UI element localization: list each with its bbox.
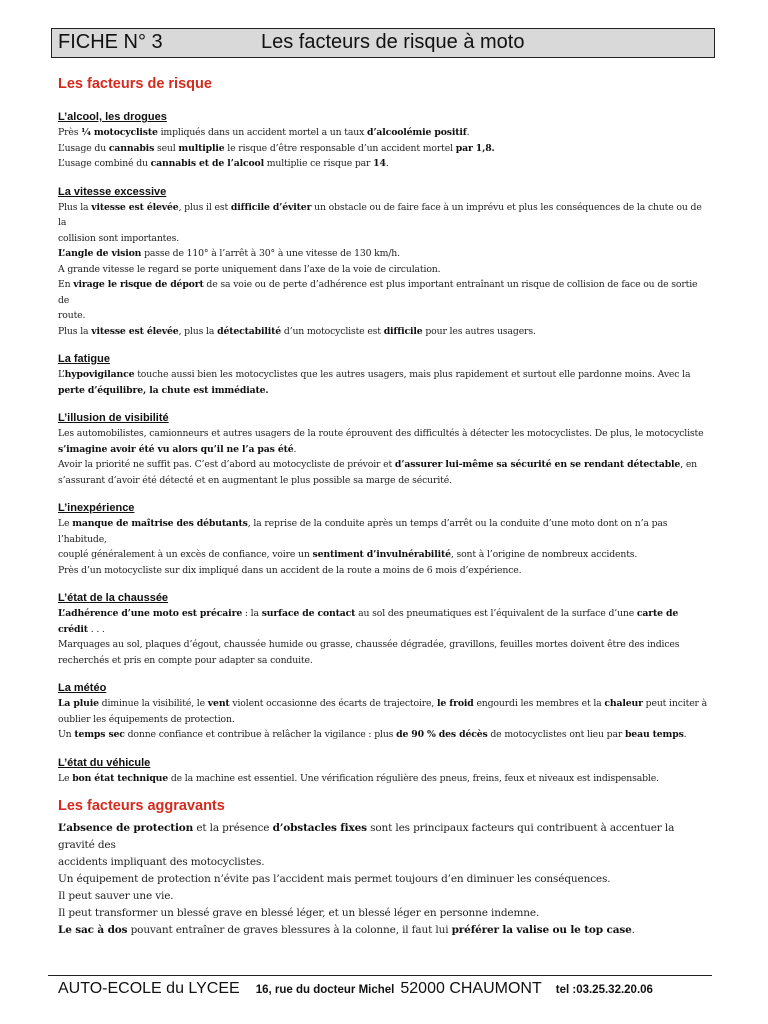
paragraph [58,367,710,398]
school-city: 52000 CHAUMONT [400,980,542,997]
school-phone: tel :03.25.32.20.06 [555,984,653,996]
subsection-speed [58,185,710,340]
emphasis-text: Le sac à dos [58,924,128,936]
text-run: seul [154,142,179,154]
text-line [58,457,710,473]
footer [58,980,653,998]
subsection-vehicle [58,756,710,787]
text-run: , sont à l’origine de nombreux accidents. [450,549,638,560]
section-aggravating-factors [58,796,710,939]
emphasis-text: s’imagine avoir été vu alors qu’il ne l’a pas été [58,443,294,455]
text-run: accidents impliquant des motocyclistes. [58,856,265,868]
subsection-weather [58,681,710,743]
text-run: peut inciter à [642,698,708,709]
emphasis-text: vitesse est élevée [91,201,179,213]
text-run: , plus la [178,325,218,337]
text-run: au sol des pneumatiques est l’équivalent de la surface d’une [355,608,637,619]
subsection-title: La fatigue [58,353,110,365]
emphasis-text: multiplie [178,142,225,154]
emphasis-text: 14 [373,158,386,169]
text-run: Plus la [58,325,92,337]
emphasis-text: difficile d’éviter [230,201,312,213]
emphasis-text: carte de crédit [58,608,679,635]
text-run: le risque d’être responsable d’un accident mortel [224,142,456,154]
emphasis-text: d’alcoolémie positif [366,127,467,138]
subsection-alcohol [58,110,710,172]
text-run: passe de 110° à l’arrêt à 30° à une vitesse de 130 km/h. [141,248,400,259]
text-line [58,383,710,399]
text-run: pour les autres usagers. [422,325,536,337]
section-risk-factors [58,74,710,786]
emphasis-text: La pluie [58,698,99,709]
text-run: Les automobilistes, camionneurs et autres usagers de la route éprouvent des difficultés à détecter les motocyclistes. De plus, le motocycliste [58,428,704,439]
text-run: diminue la visibilité, le [98,698,208,709]
text-line [58,854,710,871]
text-line [58,246,710,262]
text-run: et la présence [193,822,273,834]
text-run: Le [58,772,73,784]
text-run: Avoir la priorité ne suffit pas. C’est d’abord au motocycliste de prévoir et [58,459,395,470]
text-run: Près [58,127,82,138]
subsection-title: L’état du véhicule [58,756,151,769]
fiche-number: FICHE N° 3 [58,31,163,53]
subsection-fatigue [58,352,710,398]
text-run: sont les principaux facteurs qui contribuent à accentuer la gravité des [58,822,675,851]
school-name: AUTO-ECOLE du LYCEE [58,980,240,997]
emphasis-text: vent [207,698,230,709]
text-line [58,696,710,712]
paragraph [58,696,710,743]
school-address: 16, rue du docteur Michel [255,984,395,996]
text-run: Il peut sauver une vie. [58,890,174,902]
emphasis-text: temps sec [74,729,125,740]
text-line [58,324,710,340]
paragraph [58,125,710,172]
emphasis-text: chaleur [604,698,643,709]
subsection-title: L’alcool, les drogues [58,111,167,123]
emphasis-text: manque de maîtrise des débutants [72,518,248,529]
subsection-title: L’illusion de visibilité [58,412,169,424]
emphasis-text: bon état technique [72,772,169,784]
text-run: . [293,443,297,455]
emphasis-text: L’absence de protection [58,822,194,834]
emphasis-text: vitesse est élevée [91,325,179,337]
text-run: Marquages au sol, plaques d’égout, chaussée humide ou grasse, chaussée dégradée, gravillons, feuilles mortes doivent être des indices [58,639,680,650]
text-line [58,922,710,939]
text-run: Le [58,518,73,529]
text-line [58,156,710,172]
footer-divider [48,975,712,976]
text-line [58,727,710,743]
text-run: . . . [87,623,105,635]
emphasis-text: ¼ motocycliste [81,127,158,138]
text-run: multiplie ce risque par [263,158,374,169]
text-run: L’usage combiné du [58,158,151,169]
paragraph [58,426,710,488]
text-run: , en [680,459,698,470]
text-run: Un équipement de protection n’évite pas l’accident mais permet toujours d’en diminuer les conséquences. [58,873,611,885]
text-line [58,637,710,653]
text-run: , plus il est [178,201,231,213]
emphasis-text: d’obstacles fixes [272,822,367,834]
text-run: donne confiance et contribue à relâcher la vigilance : plus [124,729,397,740]
text-line [58,367,710,383]
text-run: impliqués dans un accident mortel a un taux [157,127,367,138]
text-run: de motocyclistes ont lieu par [487,729,625,740]
text-run: violent occasionne des écarts de trajectoire, [229,698,438,709]
text-line [58,473,710,489]
text-run: collision sont importantes. [58,232,180,244]
text-line [58,308,710,324]
text-line [58,277,710,308]
text-run: recherchés et pris en compte pour adapter sa conduite. [58,654,313,666]
text-run: pouvant entraîner de graves blessures à la colonne, il faut lui [127,924,452,936]
text-run: de la machine est essentiel. Une vérification régulière des pneus, freins, feux et niveaux est indispensable. [168,772,659,784]
text-line [58,442,710,458]
text-line [58,547,710,563]
text-run: Près d’un motocycliste sur dix impliqué dans un accident de la route a moins de 6 mois d’expérience. [58,564,522,576]
text-line [58,871,710,888]
page-title: Les facteurs de risque à moto [261,31,525,53]
section-title: Les facteurs de risque [58,76,212,92]
emphasis-text: surface de contact [261,608,356,619]
text-run: couplé généralement à un excès de confiance, voire un [58,549,313,560]
text-run: oublier les équipements de protection. [58,713,235,725]
text-run: Plus la [58,201,92,213]
text-run: En [58,279,74,290]
emphasis-text: beau temps [624,729,684,740]
text-run: touche aussi bien les motocyclistes que les autres usagers, mais plus rapidement et surtout elle pardonne moins. Avec la [134,369,691,380]
text-line [58,141,710,157]
text-line [58,125,710,141]
subsection-inexperience [58,501,710,578]
text-line [58,653,710,669]
text-run: , la reprise de la conduite après un temps d’arrêt ou la conduite d’une moto dont on n’a pas l’habitude, [58,518,668,545]
emphasis-text: cannabis et de l’alcool [150,158,264,169]
text-run: . [466,127,470,138]
text-run: d’un motocycliste est [281,325,384,337]
text-line [58,563,710,579]
text-run: un obstacle ou de faire face à un imprévu et plus les conséquences de la chute ou de la [58,201,702,228]
paragraph [58,200,710,340]
subsection-title: La météo [58,682,107,694]
text-line [58,712,710,728]
paragraph [58,516,710,578]
text-run: . [683,729,687,740]
subsection-title: L’inexpérience [58,502,135,514]
emphasis-text: cannabis [108,142,155,154]
paragraph [58,771,710,787]
emphasis-text: détectabilité [217,325,282,337]
text-line [58,200,710,231]
text-run: L’ [58,369,65,380]
text-run: Un [58,729,75,740]
emphasis-text: L’adhérence d’une moto est précaire [58,608,243,619]
subsection-title: La vitesse excessive [58,185,167,198]
subsection-title: L’état de la chaussée [58,592,169,604]
text-line [58,606,710,637]
text-run: engourdi les membres et la [473,698,605,709]
text-run: Il peut transformer un blessé grave en blessé léger, et un blessé léger en personne indemne. [58,907,540,919]
text-run: : la [242,608,262,619]
text-run: A grande vitesse le regard se porte uniquement dans l’axe de la voie de circulation. [58,263,441,275]
text-run: . [631,924,635,936]
title-box [51,28,715,58]
emphasis-text: hypovigilance [64,369,135,380]
text-line [58,262,710,278]
text-line [58,888,710,905]
emphasis-text: L’angle de vision [58,248,142,259]
text-line [58,426,710,442]
document-body [58,74,710,939]
emphasis-text: virage le risque de déport [73,279,204,290]
subsection-road [58,591,710,668]
emphasis-text: le froid [437,698,474,709]
subsection-visibility [58,411,710,488]
text-run: de sa voie ou de perte d’adhérence est plus important entraînant un risque de collision de face ou de sortie de [58,279,698,306]
text-line [58,516,710,547]
emphasis-text: préférer la valise ou le top case [451,924,632,936]
section-title: Les facteurs aggravants [58,798,225,814]
text-run: s’assurant d’avoir été détecté et en augmentant le plus possible sa marge de sécurité. [58,474,452,486]
text-run: L’usage du [58,142,109,154]
text-run: route. [58,310,86,321]
emphasis-text: par 1,8. [455,142,495,154]
text-line [58,820,710,854]
paragraph [58,606,710,668]
emphasis-text: difficile [383,325,423,337]
text-run: . [385,158,389,169]
paragraph [58,820,710,939]
text-line [58,231,710,247]
emphasis-text: perte d’équilibre, la chute est immédiate. [58,384,269,396]
emphasis-text: d’assurer lui-même sa sécurité en se rendant détectable [394,459,681,470]
emphasis-text: de 90 % des décès [396,729,488,740]
text-line [58,905,710,922]
text-line [58,771,710,787]
emphasis-text: sentiment d’invulnérabilité [312,549,451,560]
